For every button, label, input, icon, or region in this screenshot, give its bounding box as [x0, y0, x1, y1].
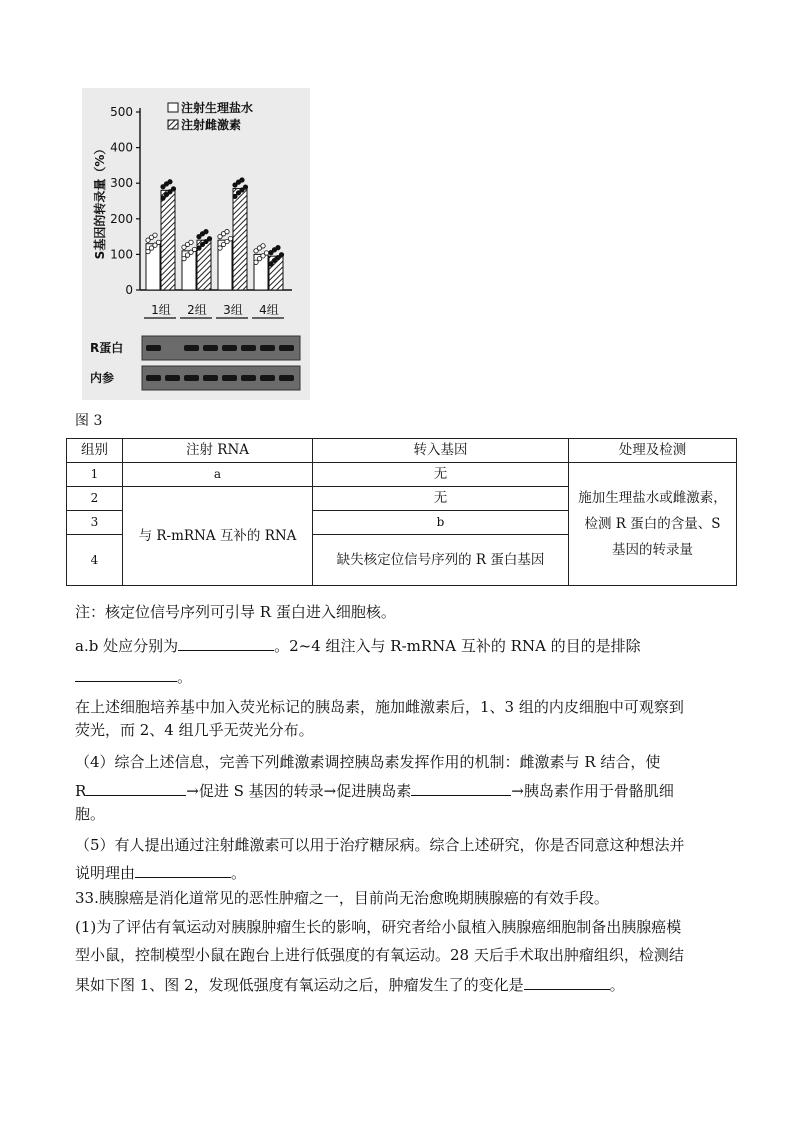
- question-4-text-a: R: [75, 782, 87, 800]
- group-id: 3: [67, 511, 123, 535]
- data-point: [171, 187, 175, 191]
- group-id: 4: [67, 535, 123, 586]
- question-33-text-end: 。: [609, 976, 625, 994]
- question-33-line: (1)为了评估有氧运动对胰腺肿瘤生长的影响，研究者给小鼠植入胰腺癌细胞制备出胰腺癌模: [75, 918, 682, 936]
- blot-label: R蛋白: [90, 341, 124, 355]
- western-blot: [90, 336, 300, 390]
- answer-blank-ab[interactable]: [178, 634, 274, 651]
- question-ab-text3: 。: [177, 668, 193, 686]
- blot-band: [184, 375, 199, 381]
- bar-estrogen: [233, 189, 247, 290]
- question-33-intro: 33.胰腺癌是消化道常见的恶性肿瘤之一，目前尚无治愈晚期胰腺癌的有效手段。: [75, 889, 609, 907]
- figure-3-image: [82, 88, 310, 400]
- data-point: [146, 249, 150, 253]
- rna-cell: a: [123, 463, 313, 487]
- treatment-cell: 施加生理盐水或雌激素，检测 R 蛋白的含量、S 基因的转录量: [569, 463, 737, 586]
- blot-band: [203, 345, 218, 351]
- question-33-text: 果如下图 1、图 2，发现低强度有氧运动之后，肿瘤发生了的变化是: [75, 976, 524, 994]
- question-ab-line2: [75, 665, 192, 687]
- blot-label: 内参: [90, 371, 115, 385]
- blot-band: [203, 375, 218, 381]
- gene-cell: 缺失核定位信号序列的 R 蛋白基因: [313, 535, 569, 586]
- question-4-line1: （4）综合上述信息，完善下列雌激素调控胰岛素发挥作用的机制：雌激素与 R 结合，使: [75, 753, 661, 771]
- data-point: [233, 194, 237, 198]
- rna-cell: 与 R-mRNA 互补的 RNA: [123, 487, 313, 586]
- gene-cell: 无: [313, 463, 569, 487]
- data-point: [189, 240, 193, 244]
- figure-caption: 图 3: [75, 413, 103, 429]
- question-33-line: 型小鼠，控制模型小鼠在跑台上进行低强度的有氧运动。28 天后手术取出肿瘤组织，检测结: [75, 946, 684, 964]
- group-id: 2: [67, 487, 123, 511]
- blot-band: [165, 375, 180, 381]
- blot-strip: [142, 336, 300, 360]
- legend-label: 注射雌激素: [181, 118, 242, 132]
- category-label: 3组: [223, 303, 243, 317]
- data-point: [153, 233, 157, 237]
- answer-blank-reason[interactable]: [135, 861, 231, 878]
- blot-band: [222, 345, 237, 351]
- data-point: [240, 178, 244, 182]
- data-point: [254, 260, 258, 264]
- data-point: [161, 196, 165, 200]
- question-4-text-b: →促进 S 基因的转录→促进胰岛素: [186, 782, 412, 800]
- bar-estrogen: [161, 190, 175, 290]
- blot-band: [279, 375, 294, 381]
- y-tick-label: 300: [110, 176, 133, 191]
- data-point: [269, 262, 273, 266]
- chart-legend: [168, 100, 253, 132]
- answer-blank-tumor-change[interactable]: [524, 973, 610, 990]
- question-4-text-c: →胰岛素作用于骨骼肌细: [511, 782, 674, 800]
- y-tick-label: 100: [110, 247, 133, 262]
- header-group: 组别: [67, 439, 123, 463]
- legend-swatch: [168, 120, 178, 129]
- blot-band: [184, 345, 199, 351]
- y-tick-label: 0: [125, 283, 133, 297]
- data-point: [197, 246, 201, 250]
- data-point: [279, 253, 283, 257]
- category-label: 2组: [187, 303, 207, 317]
- group-id: 1: [67, 463, 123, 487]
- question-4-line2: [75, 779, 674, 801]
- data-point: [156, 240, 160, 244]
- chart-bars: [146, 189, 283, 290]
- answer-blank-insulin[interactable]: [411, 779, 511, 796]
- question-33-line-last: [75, 973, 625, 995]
- legend-swatch: [168, 103, 178, 112]
- data-point: [225, 229, 229, 233]
- table-header-row: [67, 439, 737, 463]
- y-tick-label: 400: [110, 140, 133, 155]
- category-label: 4组: [259, 303, 279, 317]
- blot-band: [241, 375, 256, 381]
- header-treatment: 处理及检测: [569, 439, 737, 463]
- blot-band: [146, 375, 161, 381]
- question-5-line2: [75, 861, 246, 883]
- y-tick-label: 200: [110, 211, 133, 226]
- category-label: 1组: [151, 303, 171, 317]
- data-point: [276, 245, 280, 249]
- data-point: [182, 256, 186, 260]
- data-point: [261, 244, 265, 248]
- data-point: [228, 237, 232, 241]
- bar-chart: [82, 88, 310, 400]
- header-rna: 注射 RNA: [123, 439, 313, 463]
- blot-band: [146, 345, 161, 351]
- question-ab-text: a.b 处应分别为: [75, 637, 179, 655]
- question-ab-line1: [75, 634, 641, 656]
- question-5-text-b: 。: [231, 864, 247, 882]
- question-5-text-a: 说明理由: [75, 864, 136, 882]
- data-point: [192, 247, 196, 251]
- blot-band: [260, 375, 275, 381]
- y-axis-label: S基因的转录量（%）: [93, 142, 107, 260]
- table-row: [67, 463, 737, 487]
- question-ab-text2: 。2~4 组注入与 R-mRNA 互补的 RNA 的目的是排除: [274, 637, 641, 655]
- data-point: [243, 185, 247, 189]
- data-point: [264, 251, 268, 255]
- data-point: [218, 246, 222, 250]
- answer-blank-r[interactable]: [86, 779, 186, 796]
- question-5-line1: （5）有人提出通过注射雌激素可以用于治疗糖尿病。综合上述研究，你是否同意这种想法并: [75, 836, 685, 854]
- y-tick-label: 500: [110, 105, 133, 119]
- paragraph-line: 荧光，而 2、4 组几乎无荧光分布。: [75, 721, 314, 739]
- table-note: 注：核定位信号序列可引导 R 蛋白进入细胞核。: [75, 603, 396, 621]
- gene-cell: b: [313, 511, 569, 535]
- data-point: [168, 180, 172, 184]
- answer-blank-purpose[interactable]: [75, 665, 177, 682]
- blot-band: [241, 345, 256, 351]
- blot-band: [222, 375, 237, 381]
- blot-band: [260, 345, 275, 351]
- blot-band: [279, 345, 294, 351]
- data-point: [204, 229, 208, 233]
- header-gene: 转入基因: [313, 439, 569, 463]
- paragraph-line: 在上述细胞培养基中加入荧光标记的胰岛素，施加雌激素后，1、3 组的内皮细胞中可观察到: [75, 698, 684, 716]
- data-point: [207, 237, 211, 241]
- gene-cell: 无: [313, 487, 569, 511]
- question-4-line3: 胞。: [75, 805, 106, 823]
- legend-label: 注射生理盐水: [181, 101, 254, 115]
- experiment-table: [66, 438, 737, 586]
